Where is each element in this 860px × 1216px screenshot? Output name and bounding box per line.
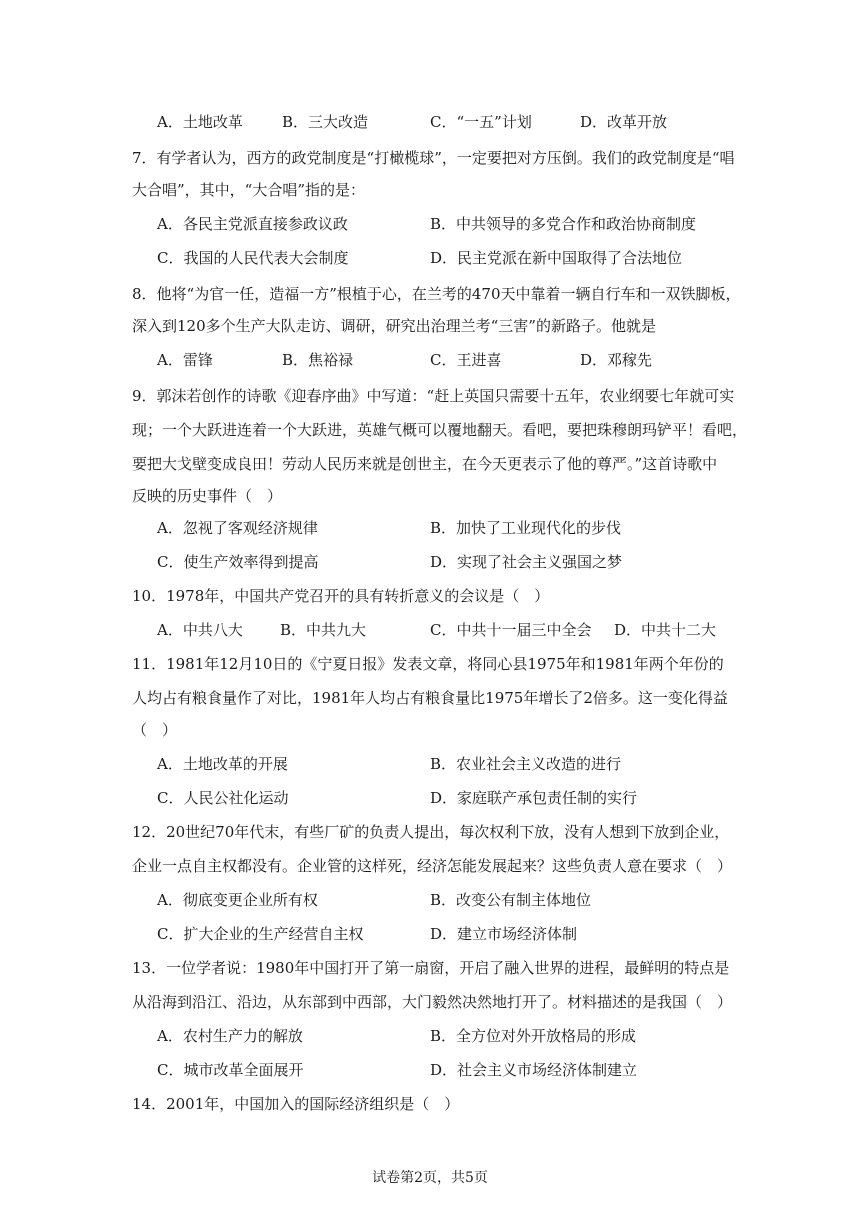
q13-option-b: B．全方位对外开放格局的形成: [430, 1027, 637, 1045]
q6-option-d: D．改革开放: [580, 113, 668, 131]
q13-stem-line-1: 13．一位学者说：1980年中国打开了第一扇窗，开启了融入世界的进程，最鲜明的特点是: [132, 959, 730, 977]
q11-stem-line-1: 11．1981年12月10日的《宁夏日报》发表文章，将同心县1975年和1981年两个年份的: [132, 655, 724, 673]
q7-option-b: B．中共领导的多党合作和政治协商制度: [430, 215, 697, 233]
q11-option-c: C．人民公社化运动: [157, 789, 289, 807]
q7-option-c: C．我国的人民代表大会制度: [157, 249, 349, 267]
q10-stem: 10．1978年，中国共产党召开的具有转折意义的会议是（ ）: [132, 587, 550, 605]
q11-stem-line-2: 人均占有粮食量作了对比，1981年人均占有粮食量比1975年增长了2倍多。这一变化得益: [132, 689, 728, 707]
q9-stem-line-1: 9．郭沫若创作的诗歌《迎春序曲》中写道：“赶上英国只需要十五年，农业纲要七年就可实: [132, 387, 735, 405]
q9-stem-line-4: 反映的历史事件（ ）: [132, 487, 283, 505]
q10-option-c: C．中共十一届三中全会: [430, 621, 592, 639]
q11-option-b: B．农业社会主义改造的进行: [430, 755, 622, 773]
q13-option-a: A．农村生产力的解放: [157, 1027, 303, 1045]
q7-stem-line-1: 7．有学者认为，西方的政党制度是“打橄榄球”，一定要把对方压倒。我们的政党制度是“唱: [132, 149, 735, 167]
q6-option-c: C．“一五”计划: [430, 113, 532, 131]
q9-option-b: B．加快了工业现代化的步伐: [430, 519, 622, 537]
q9-stem-line-3: 要把大戈壁变成良田！劳动人民历来就是创世主，在今天更表示了他的尊严。”这首诗歌中: [132, 455, 718, 473]
q9-option-a: A．忽视了客观经济规律: [157, 519, 318, 537]
q10-option-d: D．中共十二大: [614, 621, 717, 639]
q8-option-a: A．雷锋: [157, 351, 213, 369]
q12-option-c: C．扩大企业的生产经营自主权: [157, 925, 364, 943]
q7-option-d: D．民主党派在新中国取得了合法地位: [430, 249, 683, 267]
q14-stem: 14．2001年，中国加入的国际经济组织是（ ）: [132, 1095, 460, 1113]
q10-option-b: B．中共九大: [280, 621, 367, 639]
q8-option-c: C．王进喜: [430, 351, 502, 369]
q12-option-d: D．建立市场经济体制: [430, 925, 578, 943]
q7-stem-line-2: 大合唱”，其中，“大合唱”指的是：: [132, 181, 366, 199]
q13-stem-line-2: 从沿海到沿江、沿边，从东部到中西部，大门毅然决然地打开了。材料描述的是我国（ ）: [132, 993, 733, 1011]
q13-option-c: C．城市改革全面展开: [157, 1061, 304, 1079]
q12-option-a: A．彻底变更企业所有权: [157, 891, 318, 909]
q11-option-a: A．土地改革的开展: [157, 755, 288, 773]
page-footer: 试卷第2页，共5页: [372, 1170, 488, 1186]
q7-option-a: A．各民主党派直接参政议政: [157, 215, 348, 233]
q8-stem-line-2: 深入到120多个生产大队走访、调研，研究出治理兰考“三害”的新路子。他就是: [132, 317, 656, 335]
q13-option-d: D．社会主义市场经济体制建立: [430, 1061, 638, 1079]
q10-option-a: A．中共八大: [157, 621, 243, 639]
q9-stem-line-2: 现；一个大跃进连着一个大跃进，英雄气概可以覆地翻天。看吧，要把珠穆朗玛铲平！看吧，: [132, 421, 748, 439]
q11-stem-line-3: （ ）: [132, 721, 178, 739]
q8-option-d: D．邓稼先: [580, 351, 653, 369]
q12-option-b: B．改变公有制主体地位: [430, 891, 592, 909]
q12-stem-line-1: 12．20世纪70年代末，有些厂矿的负责人提出，每次权利下放，没有人想到下放到企业，: [132, 823, 730, 841]
q6-option-a: A．土地改革: [157, 113, 243, 131]
q12-stem-line-2: 企业一点自主权都没有。企业管的这样死，经济怎能发展起来？这些负责人意在要求（ ）: [132, 857, 733, 875]
q9-option-c: C．使生产效率得到提高: [157, 553, 319, 571]
q8-option-b: B．焦裕禄: [282, 351, 354, 369]
q9-option-d: D．实现了社会主义强国之梦: [430, 553, 623, 571]
q11-option-d: D．家庭联产承包责任制的实行: [430, 789, 638, 807]
q8-stem-line-1: 8．他将“为官一任，造福一方”根植于心，在兰考的470天中靠着一辆自行车和一双铁脚板，: [132, 285, 741, 303]
q6-option-b: B．三大改造: [282, 113, 369, 131]
